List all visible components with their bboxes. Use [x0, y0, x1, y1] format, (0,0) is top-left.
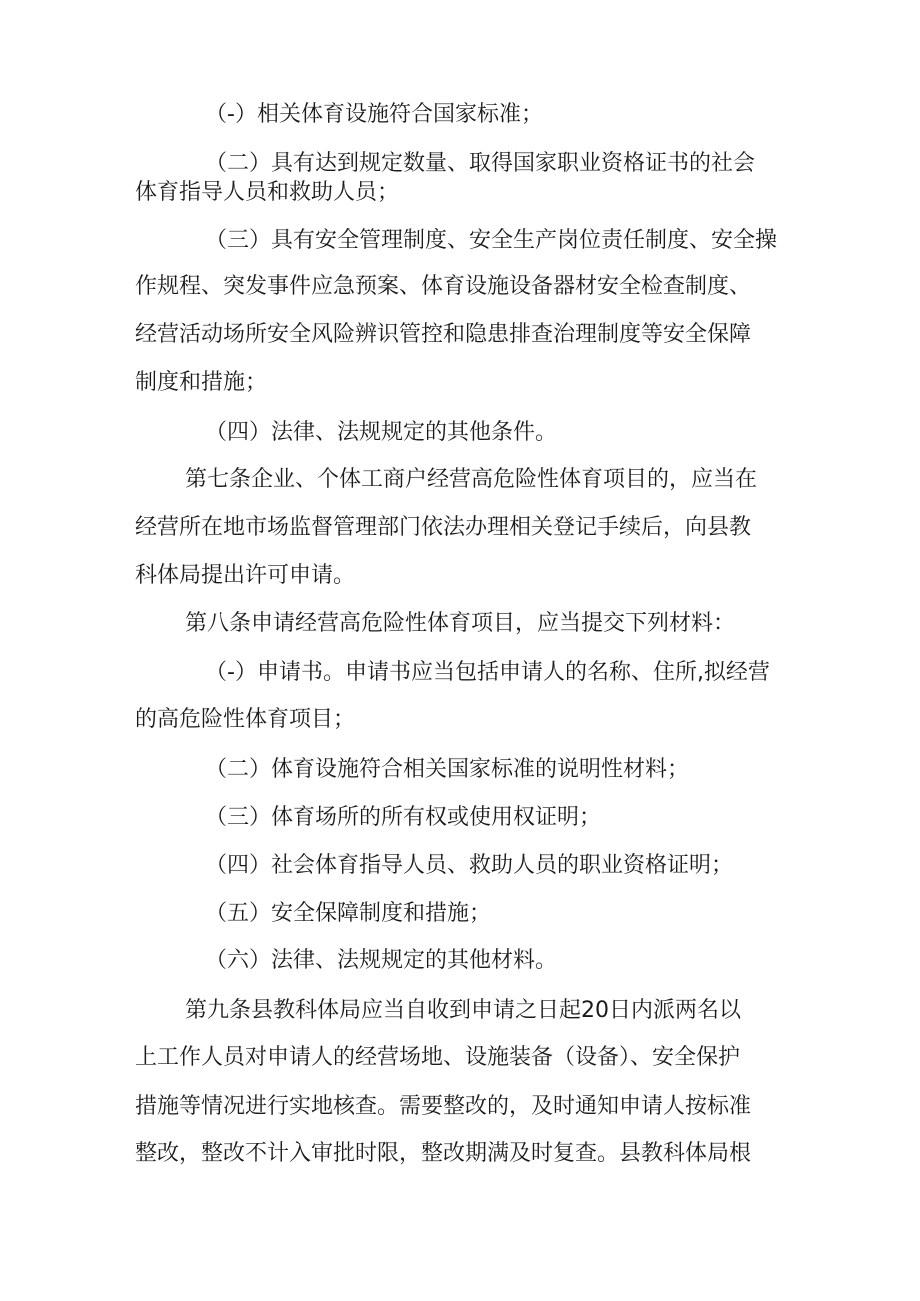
text-line: （四）法律、法规规定的其他条件。	[205, 420, 558, 445]
text-line: （-）相关体育设施符合国家标准；	[205, 102, 543, 127]
text-line: 作规程、突发事件应急预案、体育设施设备器材安全检查制度、	[135, 274, 752, 299]
text-line: （三）具有安全管理制度、安全生产岗位责任制度、安全操	[205, 228, 778, 253]
text-line: 科体局提出许可申请。	[135, 563, 356, 588]
text-line: 上工作人员对申请人的经营场地、设施装备（设备）、安全保护	[135, 1045, 741, 1070]
text-line: （三）体育场所的所有权或使用权证明；	[205, 805, 602, 830]
text-line: （四）社会体育指导人员、救助人员的职业资格证明；	[205, 853, 734, 878]
text-line: 制度和措施；	[135, 370, 268, 395]
text-line: 第八条申请经营高危险性体育项目，应当提交下列材料：	[185, 611, 736, 636]
text-line: 体育指导人员和救助人员；	[135, 180, 400, 205]
text-line: 的高危险性体育项目；	[135, 707, 356, 732]
text-line: 整改，整改不计入审批时限，整改期满及时复查。县教科体局根	[135, 1141, 752, 1166]
text-line: 经营所在地市场监督管理部门依法办理相关登记手续后，向县教	[135, 515, 752, 540]
text-line: （二）具有达到规定数量、取得国家职业资格证书的社会	[205, 151, 756, 176]
text-line: 措施等情况进行实地核查。需要整改的，及时通知申请人按标准	[135, 1094, 752, 1119]
text-line: （-）申请书。申请书应当包括申请人的名称、住所,拟经营	[205, 660, 770, 685]
text-line: 第七条企业、个体工商户经营高危险性体育项目的，应当在	[185, 467, 758, 492]
text-line: （二）体育设施符合相关国家标准的说明性材料；	[205, 757, 690, 782]
text-line: 第九条县教科体局应当自收到申请之日起20日内派两名以	[185, 998, 741, 1023]
text-line: （五）安全保障制度和措施；	[205, 901, 492, 926]
text-line: （六）法律、法规规定的其他材料。	[205, 948, 558, 973]
text-line: 经营活动场所安全风险辨识管控和隐患排查治理制度等安全保障	[135, 322, 752, 347]
